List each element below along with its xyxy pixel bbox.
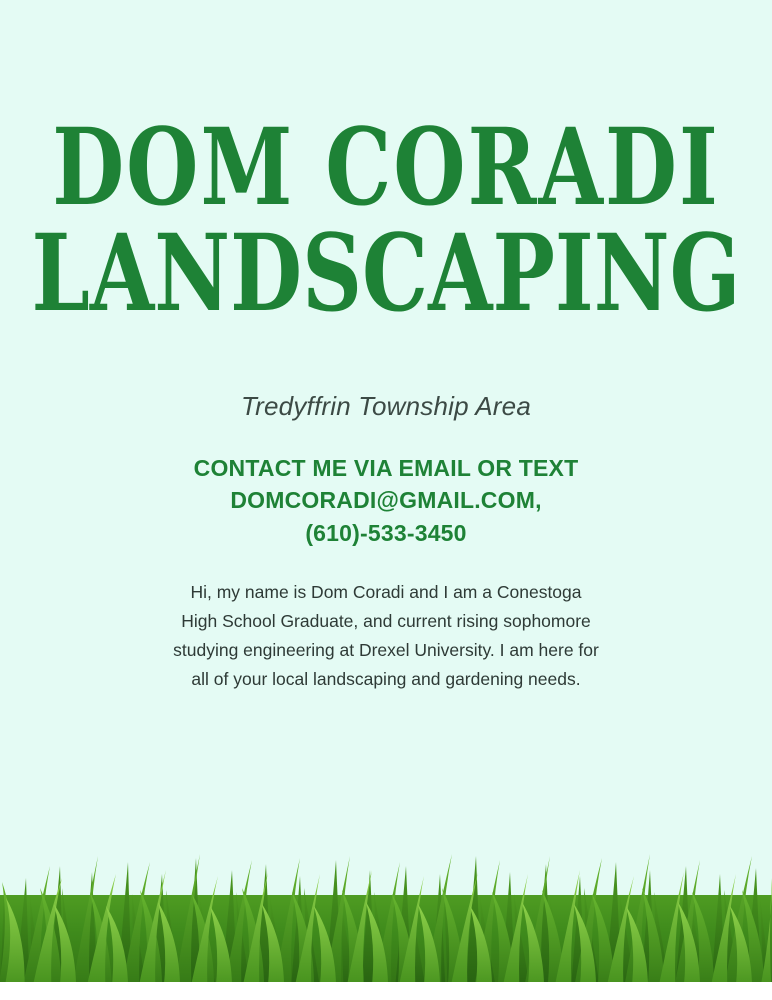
bio-line-2: Conestoga High School Graduate, and current xyxy=(181,581,582,631)
grass-illustration xyxy=(0,770,772,1000)
contact-email[interactable]: DOMCORADI@GMAIL.COM, xyxy=(230,487,542,514)
bio-paragraph xyxy=(171,578,601,694)
title-line-2: LANDSCAPING xyxy=(31,210,741,336)
bio-line-4: Drexel University. I am here for all of your xyxy=(191,639,599,689)
bio-line-5: local landscaping and gardening needs. xyxy=(272,668,581,689)
bottom-margin-strip xyxy=(0,982,772,1000)
grass-blades-icon xyxy=(0,770,772,1000)
bio-line-1: Hi, my name is Dom Coradi and I am a xyxy=(190,581,492,602)
page-title xyxy=(0,103,772,336)
service-area-subtitle: Tredyffrin Township Area xyxy=(241,390,531,421)
contact-phone[interactable]: (610)-533-3450 xyxy=(305,520,467,547)
contact-heading: CONTACT ME VIA EMAIL OR TEXT xyxy=(193,454,579,481)
bio-line-3: rising sophomore studying engineering at xyxy=(173,610,591,660)
contact-block xyxy=(0,452,772,550)
title-line-1: DOM CORADI xyxy=(52,103,720,230)
